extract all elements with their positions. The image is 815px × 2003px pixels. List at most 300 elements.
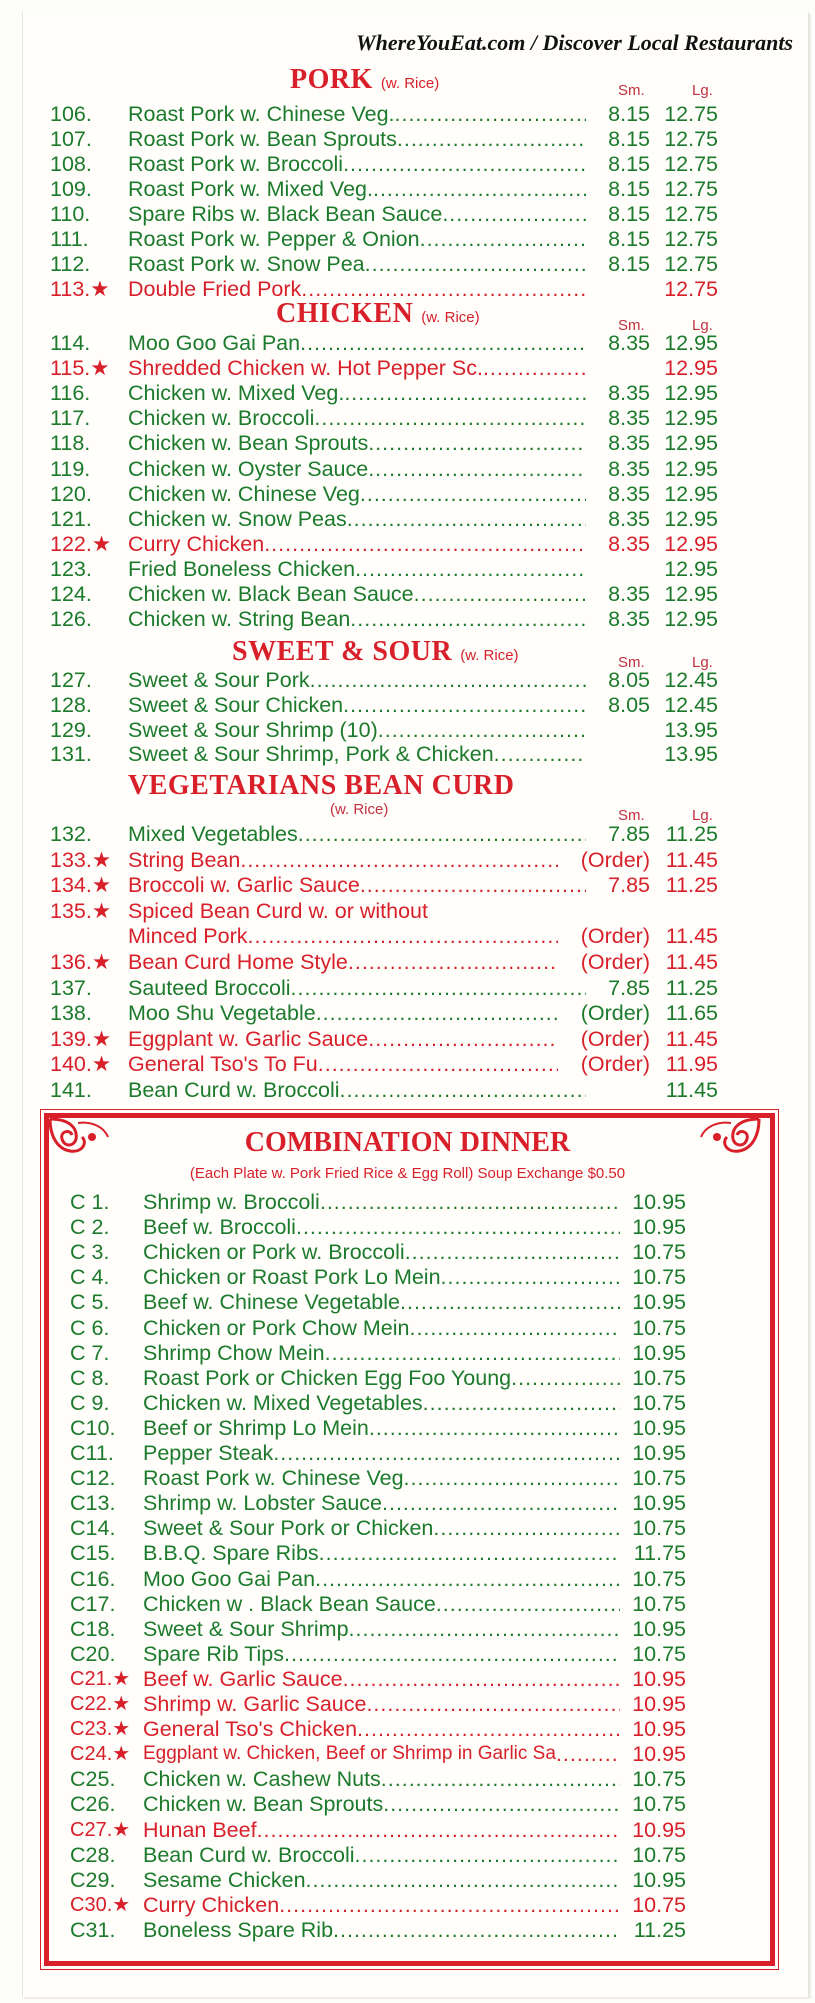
menu-item-row xyxy=(50,482,718,506)
leader-dots xyxy=(441,1265,620,1289)
combo-item-row xyxy=(70,1592,686,1616)
combo-price: 10.95 xyxy=(632,1742,686,1767)
price-small xyxy=(586,742,650,766)
price-large: 11.45 xyxy=(665,847,718,872)
section-subtitle: (w. Rice) xyxy=(380,75,440,92)
menu-item-row xyxy=(50,976,718,1000)
price-small: (Order) xyxy=(580,950,650,974)
item-number: 106. xyxy=(50,102,92,126)
price-large: 12.95 xyxy=(664,506,718,531)
price-small: (Order) xyxy=(580,1026,650,1051)
column-header-small: Sm. xyxy=(618,654,645,671)
price-large: 11.45 xyxy=(665,924,718,949)
combo-item-row xyxy=(70,1341,686,1365)
item-name: Eggplant w. Garlic Sauce xyxy=(128,1026,369,1051)
leader-dots xyxy=(296,1215,620,1239)
combo-price: 10.75 xyxy=(632,1641,686,1666)
price-small: 8.15 xyxy=(608,102,650,126)
leader-dots xyxy=(365,252,586,276)
combo-number: C 1. xyxy=(70,1190,110,1214)
combo-number: C18. xyxy=(70,1616,116,1641)
item-name: Shredded Chicken w. Hot Pepper Sc. xyxy=(128,356,483,381)
price-large: 13.95 xyxy=(664,742,718,767)
item-number: 109. xyxy=(50,177,92,201)
leader-dots xyxy=(284,1642,620,1666)
item-number: 114. xyxy=(50,331,91,355)
combo-name: Curry Chicken xyxy=(143,1892,280,1917)
item-name: Bean Curd w. Broccoli xyxy=(128,1078,340,1102)
item-name: Chicken w. Broccoli xyxy=(128,406,315,431)
combo-price: 10.95 xyxy=(632,1616,686,1641)
leader-dots xyxy=(409,1316,620,1340)
combo-item-row xyxy=(70,1190,686,1214)
item-name: Roast Pork w. Broccoli xyxy=(128,152,344,176)
leader-dots xyxy=(314,406,586,430)
price-large: 12.75 xyxy=(664,177,718,201)
combo-name: Shrimp w. Garlic Sauce xyxy=(143,1692,367,1716)
combo-price: 10.95 xyxy=(632,1190,686,1214)
price-large: 12.45 xyxy=(664,668,718,692)
price-large: 11.45 xyxy=(665,1026,718,1051)
combo-number: C20. xyxy=(70,1641,116,1666)
menu-item-row xyxy=(50,431,718,455)
item-name: Broccoli w. Garlic Sauce xyxy=(128,873,360,898)
leader-dots xyxy=(348,950,558,974)
price-small: 8.15 xyxy=(608,127,650,151)
item-name: Roast Pork w. Chinese Veg. xyxy=(128,102,395,126)
combo-number: C17. xyxy=(70,1591,116,1616)
leader-dots xyxy=(355,1843,620,1867)
combo-name: Bean Curd w. Broccoli xyxy=(143,1842,355,1867)
combo-price: 10.95 xyxy=(632,1215,686,1240)
combo-price: 10.95 xyxy=(632,1340,686,1365)
combo-name: Roast Pork or Chicken Egg Foo Young xyxy=(143,1365,512,1390)
item-number: 140.★ xyxy=(50,1052,112,1077)
combo-number: C26. xyxy=(70,1792,116,1817)
price-small: (Order) xyxy=(580,847,650,872)
combo-item-row xyxy=(70,1843,686,1867)
leader-dots xyxy=(494,742,586,766)
item-name: Chicken w. Mixed Veg. xyxy=(128,381,345,406)
menu-item-row xyxy=(50,507,718,531)
combo-name: Chicken or Roast Pork Lo Mein xyxy=(143,1265,441,1290)
combo-price: 10.75 xyxy=(632,1265,686,1290)
column-header-small: Sm. xyxy=(618,82,645,99)
leader-dots xyxy=(405,1240,620,1264)
combo-item-row xyxy=(70,1366,686,1390)
column-header-large: Lg. xyxy=(692,317,713,334)
item-number: 120. xyxy=(50,481,92,506)
menu-item-row xyxy=(50,1001,718,1025)
price-small: 8.05 xyxy=(608,692,650,717)
combo-item-row xyxy=(70,1516,686,1540)
price-large: 12.95 xyxy=(664,481,718,506)
combo-number: C14. xyxy=(70,1516,116,1541)
item-name: Chicken w. Black Bean Sauce xyxy=(128,582,414,606)
item-name: Mixed Vegetables xyxy=(128,822,298,846)
section-title-text: VEGETARIANS BEAN CURD xyxy=(128,770,515,801)
combo-price: 10.95 xyxy=(632,1692,686,1716)
leader-dots xyxy=(556,1742,620,1766)
combo-number: C 2. xyxy=(70,1215,110,1240)
price-large: 12.95 xyxy=(664,456,718,481)
menu-item-row xyxy=(50,873,718,897)
price-small: 8.35 xyxy=(608,607,650,632)
combo-price: 10.75 xyxy=(632,1315,686,1340)
combo-price: 10.95 xyxy=(632,1491,686,1516)
item-number: 112. xyxy=(50,252,91,276)
item-name: Bean Curd Home Style xyxy=(128,950,348,974)
combo-item-row xyxy=(70,1893,686,1917)
price-small: 8.05 xyxy=(608,668,650,692)
price-large: 12.75 xyxy=(664,252,718,276)
combo-number: C11. xyxy=(70,1441,114,1465)
combo-price: 10.75 xyxy=(632,1842,686,1867)
menu-item-row xyxy=(50,718,718,742)
item-number xyxy=(50,924,128,948)
combo-price: 11.75 xyxy=(633,1541,686,1566)
combo-name: Eggplant w. Chicken, Beef or Shrimp in Garlic Sa xyxy=(143,1743,556,1765)
item-number: 138. xyxy=(50,1001,92,1026)
price-small: 8.35 xyxy=(608,381,650,406)
combo-item-row xyxy=(70,1290,686,1314)
combo-item-row xyxy=(70,1567,686,1591)
price-small: 8.35 xyxy=(608,481,650,506)
item-name: Chicken w. Chinese Veg xyxy=(128,481,360,506)
combo-price: 10.75 xyxy=(632,1516,686,1541)
section-subtitle: (w. Rice) xyxy=(460,647,519,664)
price-large: 11.65 xyxy=(665,1001,718,1026)
combo-number: C29. xyxy=(70,1867,116,1892)
combo-price: 10.95 xyxy=(632,1290,686,1315)
leader-dots xyxy=(350,607,586,631)
combo-item-row xyxy=(70,1466,686,1490)
combo-number: C21.★ xyxy=(70,1667,131,1690)
item-number: 110. xyxy=(50,202,91,226)
item-number: 124. xyxy=(50,582,92,606)
menu-item-row xyxy=(50,252,718,276)
combo-name: Chicken w. Cashew Nuts xyxy=(143,1767,381,1792)
combo-name: Shrimp w. Broccoli xyxy=(143,1190,320,1214)
item-number: 133.★ xyxy=(50,847,112,872)
combo-item-row xyxy=(70,1391,686,1415)
menu-item-row xyxy=(50,381,718,405)
leader-dots xyxy=(397,127,586,151)
leader-dots xyxy=(423,1391,620,1415)
price-large: 12.75 xyxy=(664,102,718,126)
combo-name: Chicken w. Bean Sprouts xyxy=(143,1792,384,1817)
combo-name: Sweet & Sour Pork or Chicken xyxy=(143,1516,434,1541)
item-name: Sweet & Sour Chicken xyxy=(128,692,344,717)
price-large: 12.95 xyxy=(664,431,718,456)
item-name: Sauteed Broccoli xyxy=(128,975,291,1000)
combo-item-row xyxy=(70,1541,686,1565)
item-number: 129. xyxy=(50,717,92,742)
combo-number: C10. xyxy=(70,1415,116,1440)
menu-item-row xyxy=(50,202,718,226)
item-name: Chicken w. Snow Peas xyxy=(128,506,347,531)
combo-price: 11.25 xyxy=(633,1917,686,1942)
leader-dots xyxy=(378,718,586,742)
column-header-large: Lg. xyxy=(692,654,713,671)
combo-number: C28. xyxy=(70,1842,116,1867)
column-header-large: Lg. xyxy=(692,82,713,99)
item-name: Moo Goo Gai Pan xyxy=(128,331,301,355)
combo-price: 10.75 xyxy=(632,1892,686,1917)
price-small: 8.35 xyxy=(608,506,650,531)
leader-dots xyxy=(433,1516,620,1540)
combo-item-row xyxy=(70,1491,686,1515)
leader-dots xyxy=(369,1416,620,1440)
leader-dots xyxy=(442,202,586,226)
leader-dots xyxy=(383,1792,620,1816)
combo-number: C23.★ xyxy=(70,1718,131,1741)
menu-item-row xyxy=(50,1078,718,1102)
combo-item-row xyxy=(70,1416,686,1440)
combo-item-row xyxy=(70,1792,686,1816)
combo-item-row xyxy=(70,1818,686,1842)
combo-price: 10.75 xyxy=(632,1390,686,1415)
menu-item-row xyxy=(50,102,718,126)
price-small: 8.15 xyxy=(608,202,650,226)
combo-price: 10.95 xyxy=(632,1666,686,1691)
item-name: Roast Pork w. Snow Pea xyxy=(128,252,365,276)
price-large: 11.25 xyxy=(665,873,718,898)
menu-item-row xyxy=(50,668,718,692)
combo-price: 10.95 xyxy=(632,1817,686,1842)
price-large: 11.95 xyxy=(665,1052,718,1077)
price-small: 8.35 xyxy=(608,331,650,355)
leader-dots xyxy=(343,693,586,717)
price-large: 12.75 xyxy=(664,202,718,226)
combo-number: C 7. xyxy=(70,1340,110,1365)
combo-name: Beef or Shrimp Lo Mein xyxy=(143,1415,369,1440)
combo-subtitle: (Each Plate w. Pork Fried Rice & Egg Roll) Soup Exchange $0.50 xyxy=(189,1165,626,1182)
price-small: (Order) xyxy=(580,924,650,949)
leader-dots xyxy=(368,1027,558,1051)
leader-dots xyxy=(279,1893,620,1917)
column-header-small: Sm. xyxy=(618,807,645,824)
combo-price: 10.95 xyxy=(632,1867,686,1892)
item-number: 122.★ xyxy=(50,531,112,556)
price-large: 12.95 xyxy=(664,531,718,556)
price-large: 12.45 xyxy=(664,692,718,717)
combo-item-row xyxy=(70,1316,686,1340)
combo-number: C25. xyxy=(70,1767,116,1792)
item-number: 115.★ xyxy=(50,356,110,381)
combo-number: C 4. xyxy=(70,1265,110,1290)
price-large: 11.45 xyxy=(665,1078,718,1102)
leader-dots xyxy=(373,177,586,201)
price-small xyxy=(586,718,650,742)
item-name: Spare Ribs w. Black Bean Sauce xyxy=(128,202,443,226)
combo-item-row xyxy=(70,1617,686,1641)
site-title: WhereYouEat.com / Discover Local Restaurants xyxy=(356,30,793,55)
column-header-small: Sm. xyxy=(618,317,645,334)
price-large: 11.25 xyxy=(665,975,718,1000)
leader-dots xyxy=(368,431,586,455)
leader-dots xyxy=(355,557,586,581)
combo-number: C27.★ xyxy=(70,1818,131,1841)
combo-number: C31. xyxy=(70,1917,116,1942)
section-title-text: SWEET & SOUR xyxy=(232,636,453,667)
leader-dots xyxy=(436,1592,620,1616)
combo-number: C22.★ xyxy=(70,1693,131,1715)
item-name: Roast Pork w. Mixed Veg. xyxy=(128,177,373,201)
item-name: Chicken w. Bean Sprouts xyxy=(128,431,369,456)
item-name: Spiced Bean Curd w. or without xyxy=(128,898,428,923)
item-number: 127. xyxy=(50,668,92,692)
combo-price: 10.75 xyxy=(632,1365,686,1390)
price-small: 8.15 xyxy=(608,252,650,276)
menu-item-row xyxy=(50,848,718,872)
combo-name: General Tso's Chicken xyxy=(143,1717,358,1742)
combo-name: Beef w. Chinese Vegetable xyxy=(143,1290,400,1315)
leader-dots xyxy=(257,1818,620,1842)
price-small: 7.85 xyxy=(608,822,650,846)
leader-dots xyxy=(298,822,586,846)
leader-dots xyxy=(381,1767,620,1791)
item-name: String Bean xyxy=(128,847,241,872)
item-number: 136.★ xyxy=(50,950,112,974)
combo-name: Pepper Steak xyxy=(143,1441,274,1465)
item-name: Curry Chicken xyxy=(128,531,265,556)
combo-name: Beef w. Garlic Sauce xyxy=(143,1666,343,1691)
menu-item-row xyxy=(50,152,718,176)
menu-item-row xyxy=(50,331,718,355)
combo-name: Chicken or Pork Chow Mein xyxy=(143,1315,410,1340)
price-large: 12.95 xyxy=(664,556,718,581)
menu-item-row xyxy=(50,742,718,766)
item-name: Moo Shu Vegetable xyxy=(128,1001,316,1026)
price-small xyxy=(586,356,650,380)
section-title-veg xyxy=(128,770,514,802)
price-large: 12.75 xyxy=(664,152,718,176)
combo-name: Chicken or Pork w. Broccoli xyxy=(143,1240,405,1265)
combo-price: 10.95 xyxy=(632,1717,686,1742)
leader-dots xyxy=(320,1190,620,1214)
leader-dots xyxy=(347,507,586,531)
item-number: 116. xyxy=(50,381,91,406)
combo-price: 10.75 xyxy=(632,1566,686,1591)
item-number: 117. xyxy=(50,406,91,431)
menu-item-row xyxy=(50,693,718,717)
item-number: 139.★ xyxy=(50,1026,112,1051)
menu-item-row xyxy=(50,950,718,974)
leader-dots xyxy=(340,1078,586,1102)
leader-dots xyxy=(360,482,586,506)
item-number: 111. xyxy=(50,227,89,251)
section-title-sweet_sour xyxy=(232,636,519,668)
price-small: 8.35 xyxy=(608,406,650,431)
item-name: Fried Boneless Chicken xyxy=(128,556,356,581)
combo-price: 10.95 xyxy=(632,1415,686,1440)
item-number: 113.★ xyxy=(50,277,110,301)
leader-dots xyxy=(400,1290,620,1314)
combo-name: Shrimp Chow Mein xyxy=(143,1340,325,1365)
combo-price: 10.75 xyxy=(632,1466,686,1491)
leader-dots xyxy=(318,1052,558,1076)
section-title-text: CHICKEN xyxy=(276,298,414,329)
combo-item-row xyxy=(70,1265,686,1289)
combo-name: B.B.Q. Spare Ribs xyxy=(143,1541,319,1566)
combo-number: C 9. xyxy=(70,1390,110,1415)
item-number: 118. xyxy=(50,431,91,456)
leader-dots xyxy=(344,381,586,405)
section-subtitle: (w. Rice) xyxy=(421,309,480,326)
combo-name: Chicken w . Black Bean Sauce xyxy=(143,1591,436,1616)
leader-dots xyxy=(360,873,586,897)
price-large: 13.95 xyxy=(664,717,718,742)
menu-item-row xyxy=(50,227,718,251)
leader-dots xyxy=(357,1717,620,1741)
price-small: 8.15 xyxy=(608,152,650,176)
item-number: 137. xyxy=(50,975,92,1000)
leader-dots xyxy=(343,1667,620,1691)
combo-name: Chicken w. Mixed Vegetables xyxy=(143,1390,423,1415)
leader-dots xyxy=(291,976,586,1000)
item-name: Double Fried Pork xyxy=(128,277,302,301)
menu-item-row xyxy=(50,532,718,556)
menu-item-row xyxy=(50,924,718,948)
price-small xyxy=(586,1078,650,1102)
item-number: 119. xyxy=(50,456,91,481)
combo-number: C24.★ xyxy=(70,1743,131,1766)
combo-number: C 5. xyxy=(70,1290,110,1315)
combo-item-row xyxy=(70,1692,686,1716)
combo-name: Beef w. Broccoli xyxy=(143,1215,296,1240)
leader-dots xyxy=(395,102,586,126)
combo-name: Roast Pork w. Chinese Veg xyxy=(143,1466,404,1491)
leader-dots xyxy=(306,1868,620,1892)
leader-dots xyxy=(343,152,586,176)
leader-dots xyxy=(483,356,586,380)
menu-item-row xyxy=(50,457,718,481)
combo-number: C30.★ xyxy=(70,1893,131,1916)
item-name: Chicken w. String Bean xyxy=(128,607,351,632)
price-large: 12.75 xyxy=(664,277,718,301)
price-small: 8.35 xyxy=(608,431,650,456)
leader-dots xyxy=(414,582,586,606)
leader-dots xyxy=(325,1341,620,1365)
item-number: 132. xyxy=(50,822,92,846)
price-large: 12.95 xyxy=(664,607,718,632)
menu-item-row xyxy=(50,822,718,846)
item-name: General Tso's To Fu xyxy=(128,1052,318,1077)
combo-name: Sweet & Sour Shrimp xyxy=(143,1616,349,1641)
price-small: 8.35 xyxy=(608,531,650,556)
price-large: 12.95 xyxy=(664,381,718,406)
combo-item-row xyxy=(70,1868,686,1892)
menu-item-row xyxy=(50,1052,718,1076)
price-large: 12.95 xyxy=(664,356,718,381)
price-small: 7.85 xyxy=(608,873,650,898)
combo-price: 10.95 xyxy=(632,1441,686,1465)
menu-item-row xyxy=(50,177,718,201)
price-small: 8.15 xyxy=(608,177,650,201)
price-large: 12.95 xyxy=(664,331,718,355)
item-name: Minced Pork xyxy=(128,924,248,949)
combo-number: C12. xyxy=(70,1466,116,1491)
combo-name: Spare Rib Tips xyxy=(143,1641,285,1666)
item-number: 126. xyxy=(50,607,92,632)
price-large: 11.25 xyxy=(665,822,718,846)
combo-item-row xyxy=(70,1667,686,1691)
combo-item-row xyxy=(70,1240,686,1264)
price-large xyxy=(650,899,718,923)
price-small: (Order) xyxy=(580,1001,650,1026)
menu-item-row xyxy=(50,607,718,631)
